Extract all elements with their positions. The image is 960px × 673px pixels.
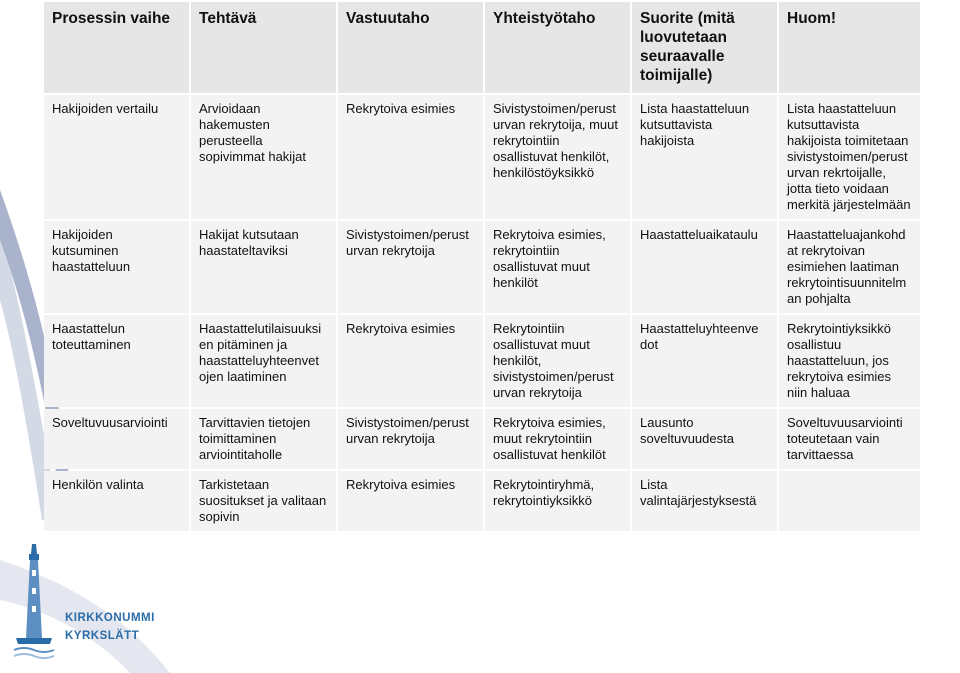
lighthouse-icon bbox=[10, 540, 56, 665]
table-cell: Rekrytoiva esimies, muut rekrytointiin osallistuvat henkilöt bbox=[485, 409, 630, 469]
table-cell: Sivistystoimen/perust urvan rekrytoija bbox=[338, 409, 483, 469]
table-row bbox=[44, 471, 920, 531]
table-cell: Tarvittavien tietojen toimittaminen arviointitaholle bbox=[191, 409, 336, 469]
table-cell: Tarkistetaan suositukset ja valitaan sopivin bbox=[191, 471, 336, 531]
table-cell: Sivistystoimen/perust urvan rekrytoija, muut rekrytointiin osallistuvat henkilöt, henkilöstöyksikkö bbox=[485, 95, 630, 219]
table-cell: Soveltuvuusarviointi toteutetaan vain tarvittaessa bbox=[779, 409, 920, 469]
table-row bbox=[44, 315, 920, 407]
table-cell: Rekrytoiva esimies bbox=[338, 315, 483, 407]
logo-text-finnish: KIRKKONUMMI bbox=[65, 612, 155, 624]
header-vastuutaho: Vastuutaho bbox=[338, 2, 483, 93]
process-table bbox=[42, 0, 922, 533]
table-cell: Lausunto soveltuvuudesta bbox=[632, 409, 777, 469]
table-cell: Rekrytoiva esimies bbox=[338, 95, 483, 219]
table-cell: Haastattelun toteuttaminen bbox=[44, 315, 189, 407]
table-cell: Hakijat kutsutaan haastateltaviksi bbox=[191, 221, 336, 313]
kirkkonummi-logo bbox=[10, 540, 155, 665]
table-row bbox=[44, 221, 920, 313]
table-cell: Henkilön valinta bbox=[44, 471, 189, 531]
table-cell: Hakijoiden vertailu bbox=[44, 95, 189, 219]
table-cell bbox=[779, 471, 920, 531]
logo-text-swedish: KYRKSLÄTT bbox=[65, 630, 140, 642]
table-cell: Arvioidaan hakemusten perusteella sopivimmat hakijat bbox=[191, 95, 336, 219]
table-cell: Haastatteluaikataulu bbox=[632, 221, 777, 313]
table-cell: Rekrytoiva esimies, rekrytointiin osallistuvat muut henkilöt bbox=[485, 221, 630, 313]
table-cell: Sivistystoimen/perust urvan rekrytoija bbox=[338, 221, 483, 313]
header-tehtava: Tehtävä bbox=[191, 2, 336, 93]
table-cell: Rekrytointiyksikkö osallistuu haastatteluun, jos rekrytoiva esimies niin haluaa bbox=[779, 315, 920, 407]
table-cell: Rekrytoiva esimies bbox=[338, 471, 483, 531]
table-cell: Lista haastatteluun kutsuttavista hakijoista toimitetaan sivistystoimen/perust urvan rekrtoijalle, jotta tieto voidaan merkitä järjestelmään bbox=[779, 95, 920, 219]
table-cell: Rekrytointiryhmä, rekrytointiyksikkö bbox=[485, 471, 630, 531]
header-yhteistyotaho: Yhteistyötaho bbox=[485, 2, 630, 93]
header-suorite: Suorite (mitä luovutetaan seuraavalle toimijalle) bbox=[632, 2, 777, 93]
table-cell: Lista valintajärjestyksestä bbox=[632, 471, 777, 531]
table-cell: Soveltuvuusarviointi bbox=[44, 409, 189, 469]
table-row bbox=[44, 409, 920, 469]
table-cell: Rekrytointiin osallistuvat muut henkilöt, sivistystoimen/perust urvan rekrytoija bbox=[485, 315, 630, 407]
table-cell: Lista haastatteluun kutsuttavista hakijoista bbox=[632, 95, 777, 219]
table-cell: Haastattelutilaisuuksi en pitäminen ja haastatteluyhteenvet ojen laatiminen bbox=[191, 315, 336, 407]
table-cell: Haastatteluajankohd at rekrytoivan esimiehen laatiman rekrytointisuunnitelm an pohjalta bbox=[779, 221, 920, 313]
table-cell: Haastatteluyhteenve dot bbox=[632, 315, 777, 407]
table-row bbox=[44, 95, 920, 219]
table-cell: Hakijoiden kutsuminen haastatteluun bbox=[44, 221, 189, 313]
header-row bbox=[44, 2, 920, 93]
header-prosessin-vaihe: Prosessin vaihe bbox=[44, 2, 189, 93]
header-huom: Huom! bbox=[779, 2, 920, 93]
